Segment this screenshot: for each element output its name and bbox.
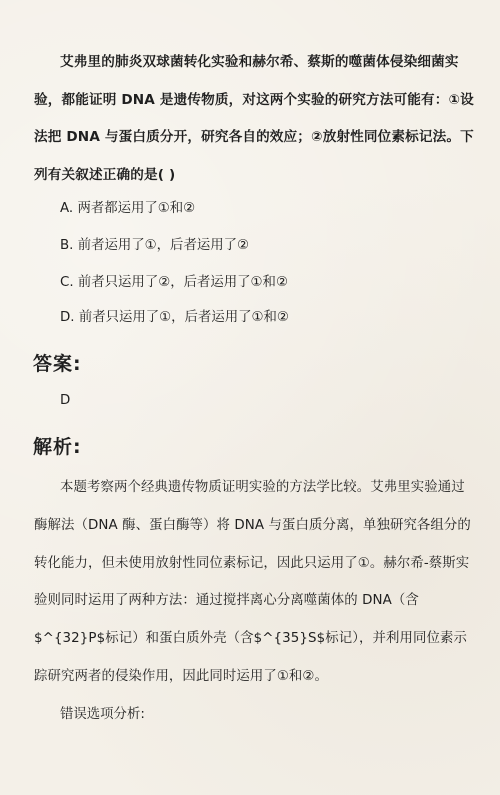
- analysis-heading: 解析:: [33, 436, 82, 458]
- error-analysis-heading: 错误选项分析:: [60, 707, 145, 722]
- option-a: A. 两者都运用了①和②: [60, 201, 196, 216]
- option-b: B. 前者运用了①，后者运用了②: [60, 238, 250, 253]
- answer-value: D: [60, 393, 71, 408]
- answer-heading: 答案:: [33, 353, 82, 375]
- option-c: C. 前者只运用了②，后者运用了①和②: [60, 275, 288, 290]
- question-stem: 艾弗里的肺炎双球菌转化实验和赫尔希、蔡斯的噬菌体侵染细菌实验，都能证明 DNA 是遗传物质，对这两个实验的研究方法可能有：①设法把 DNA 与蛋白质分开，研究各自的效应；②放射性同位素标记法。下列有关叙述正确的是( ): [34, 54, 474, 183]
- option-d: D. 前者只运用了①，后者运用了①和②: [60, 310, 289, 325]
- analysis-paragraph: 本题考察两个经典遗传物质证明实验的方法学比较。艾弗里实验通过酶解法（DNA 酶、蛋白酶等）将 DNA 与蛋白质分离，单独研究各组分的转化能力，但未使用放射性同位素标记，因此只运用了①。赫尔希-蔡斯实验则同时运用了两种方法：通过搅拌离心分离噬菌体的 DNA（含$^{32}P$标记）和蛋白质外壳（含$^{35}S$标记），并利用同位素示踪研究两者的侵染作用，因此同时运用了①和②。: [34, 480, 471, 684]
